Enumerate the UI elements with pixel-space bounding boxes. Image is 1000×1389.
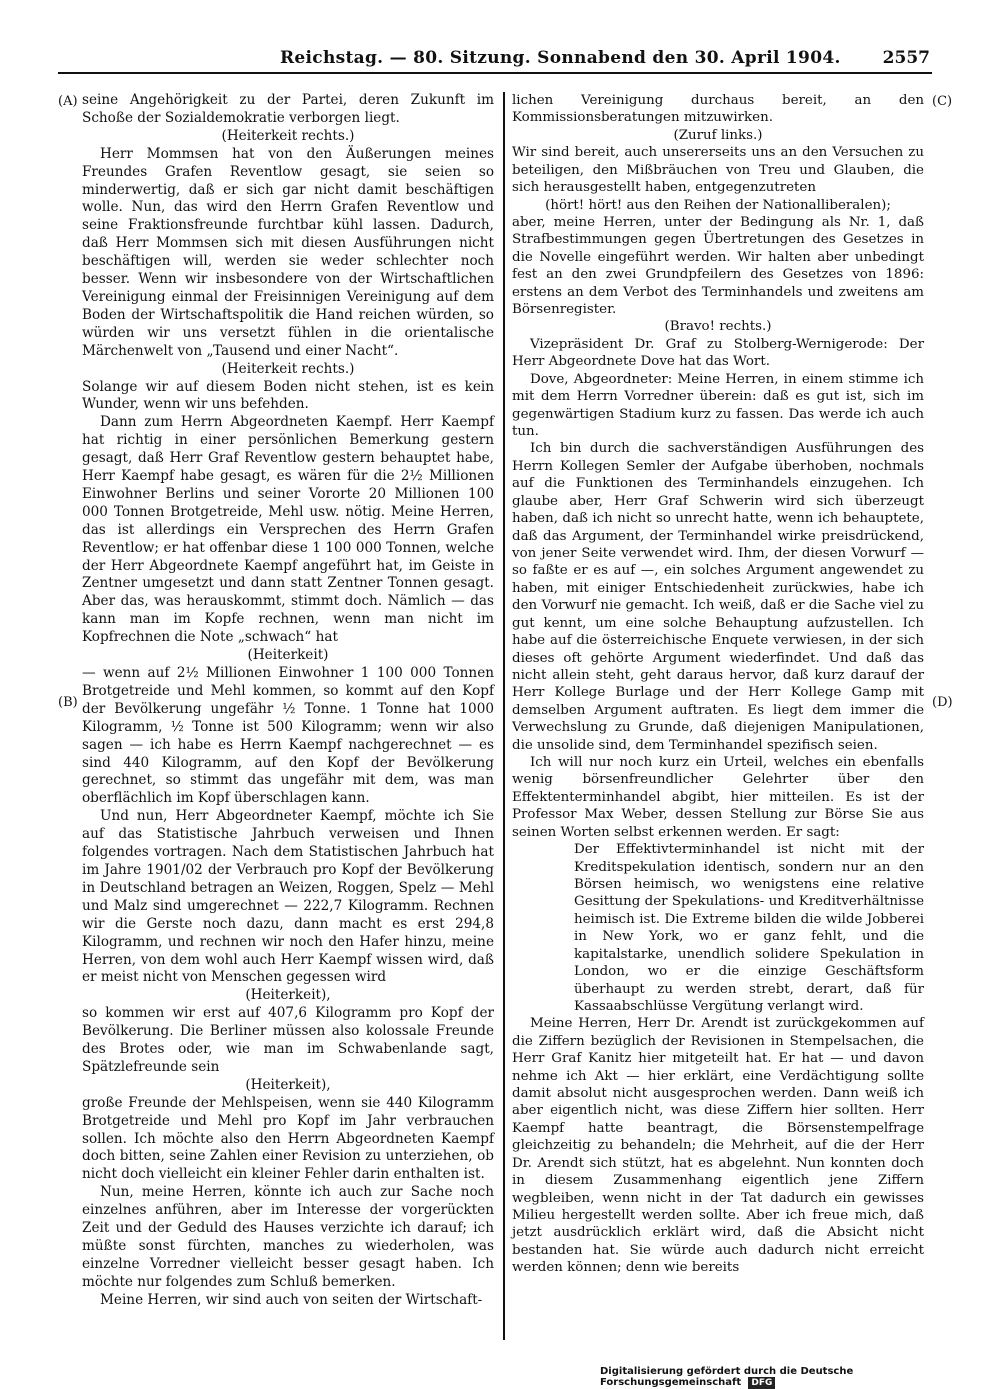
page-number: 2557 bbox=[882, 48, 930, 68]
paragraph: Ich will nur noch kurz ein Urteil, welches ein ebenfalls wenig börsenfreundlicher Gelehrter über den Effektenterminhandel abgibt, hier mitteilen. Es ist der Professor Max Weber, dessen Stellung zur Börse Sie aus seinen Worten selbst erkennen werden. Er sagt: bbox=[512, 755, 924, 840]
interjection: (Zuruf links.) bbox=[673, 127, 763, 143]
footer-text: Digitalisierung gefördert durch die Deutsche Forschungsgemeinschaft bbox=[600, 1366, 854, 1388]
paragraph: so kommen wir erst auf 407,6 Kilogramm pro Kopf der Bevölkerung. Die Berliner müssen also kolossale Freunde des Brotes oder, wie man im Schwabenlande sagt, Spätzlefreunde sein bbox=[82, 1005, 494, 1075]
paragraph: Nun, meine Herren, könnte ich auch zur Sache noch einzelnes anführen, aber im Interesse der vorgerückten Zeit und der Geduld des Hauses verzichte ich darauf; ich müßte sonst fürchten, manches zu wiederholen, was einzelne Vorredner vielleicht besser gesagt haben. Ich möchte nur folgendes zum Schluß bemerken. bbox=[82, 1184, 494, 1290]
paragraph: große Freunde der Mehlspeisen, wenn sie 440 Kilogramm Brotgetreide und Mehl pro Kopf im Jahr verbrauchen sollen. Ich möchte also den Herrn Abgeordneten Kaempf doch bitten, seine Zahlen einer Revision zu unterziehen, ob nicht doch vielleicht ein kleiner Fehler darin enthalten ist. bbox=[82, 1094, 494, 1183]
header-title: Reichstag. — 80. Sitzung. Sonnabend den 30. April 1904. bbox=[280, 48, 841, 68]
margin-marker-c: (C) bbox=[932, 94, 953, 109]
margin-marker-a: (A) bbox=[58, 94, 78, 109]
running-header bbox=[60, 48, 930, 72]
paragraph: seine Angehörigkeit zu der Partei, deren Zukunft im Schoße der Sozialdemokratie verborgen liegt. bbox=[82, 92, 494, 126]
paragraph: Der Effektivterminhandel ist nicht mit der Kreditspekulation identisch, sondern nur an den Börsen heimisch, wo wenigstens eine relative Gesittung der Spekulations- und Kreditverhältnisse heimisch ist. Die Extreme bilden die wilde Jobberei in New York, wo er ganz fehlt, und die kapitalstarke, unendlich solidere Spekulation in London, wo er die einzige Geschäftsform überhaupt zu werden strebt, derart, daß für Kassaabschlüsse Vergütung verlangt wird. bbox=[574, 842, 924, 1014]
dfg-logo: DFG bbox=[748, 1377, 775, 1389]
paragraph: Und nun, Herr Abgeordneter Kaempf, möchte ich Sie auf das Statistische Jahrbuch verweisen und Ihnen folgendes vortragen. Nach dem Statistischen Jahrbuch hat im Jahre 1901/02 der Verbrauch pro Kopf der Bevölkerung in Deutschland betragen an Weizen, Roggen, Spelz — Mehl und Malz sind umgerechnet — 222,7 Kilogramm. Rechnen wir die Gerste noch dazu, dann macht es erst 294,8 Kilogramm, und rechnen wir noch den Hafer hinzu, meine Herren, von dem wohl auch Herr Kaempf wissen wird, daß er meist nicht von Menschen gegessen wird bbox=[82, 808, 494, 986]
interjection: (Heiterkeit rechts.) bbox=[221, 127, 355, 144]
right-column bbox=[512, 92, 924, 1277]
interjection: (Heiterkeit), bbox=[245, 1076, 331, 1093]
paragraph: lichen Vereinigung durchaus bereit, an den Kommissionsberatungen mitzuwirken. bbox=[512, 93, 924, 126]
left-column bbox=[82, 92, 494, 1310]
paragraph: Solange wir auf diesem Boden nicht stehen, ist es kein Wunder, wenn wir uns befehden. bbox=[82, 378, 494, 413]
paragraph: Herr Mommsen hat von den Äußerungen meines Freundes Grafen Reventlow gesagt, sie seien so minderwertig, daß er sich gar nicht damit beschäftigen wolle. Nun, das wird den Herrn Grafen Reventlow und seine Fraktionsfreunde furchtbar kühl lassen. Dadurch, daß Herr Mommsen sich mit diesen Ausführungen nicht beschäftigen will, werden sie weder schlechter noch besser. Wenn wir insbesondere von der Wirtschaftlichen Vereinigung einmal der Freisinnigen Vereinigung auf dem Boden der Wirtschaftspolitik die Hand reichen würden, so würden wir uns versetzt fühlen in die orientalische Märchenwelt von „Tausend und einer Nacht“. bbox=[82, 145, 494, 359]
footer bbox=[600, 1366, 980, 1389]
paragraph: — wenn auf 2½ Millionen Einwohner 1 100 000 Tonnen Brotgetreide und Mehl kommen, so kommt auf den Kopf der Bevölkerung ungefähr ½ Tonne. 1 Tonne hat 1000 Kilogramm, ½ Tonne ist 500 Kilogramm; wenn wir also sagen — ich habe es Herrn Kaempf nachgerechnet — es sind 440 Kilogramm, auf den Kopf der Bevölkerung gerechnet, so stimmt das ungefähr mit dem, was man oberflächlich im Kopf überschlagen kann. bbox=[82, 665, 494, 807]
margin-marker-b: (B) bbox=[58, 695, 78, 710]
interjection: (hört! hört! aus den Reihen der Nationalliberalen); bbox=[545, 197, 891, 213]
paragraph: Dann zum Herrn Abgeordneten Kaempf. Herr Kaempf hat richtig in einer persönlichen Bemerkung gestern gesagt, daß Herr Graf Reventlow gestern behauptet habe, Herr Kaempf habe gesagt, es wären für die 2½ Millionen Einwohner Berlins und seiner Vororte 20 Millionen 100 000 Tonnen Brotgetreide, Mehl usw. nötig. Meine Herren, das ist allerdings ein Versprechen des Herrn Grafen Reventlow; er hat offenbar diese 1 100 000 Tonnen, welche der Herr Abgeordnete Kaempf angeführt hat, im Geiste in Zentner umgesetzt und dann statt Zentner Tonnen gesagt. Aber das, was herauskommt, stimmt doch. Nämlich — das kann man im Kopfe rechnen, wenn man nicht im Kopfrechnen die Note „schwach“ hat bbox=[82, 414, 494, 646]
header-rule bbox=[58, 72, 932, 74]
paragraph: Ich bin durch die sachverständigen Ausführungen des Herrn Kollegen Semler der Aufgabe überhoben, nochmals auf die Funktionen des Terminhandels einzugehen. Ich glaube aber, Herr Graf Schwerin wird sich überzeugt haben, daß ich nicht so unrecht hatte, wenn ich behauptete, daß das Argument, der Terminhandel wirke preisdrückend, von jener Seite verwendet wird. Ihm, der diesen Vorwurf — so faßte er es auf —, ein solches Argument angewendet zu haben, mit einiger Entschiedenheit zurückwies, habe ich den Vorwurf nie gemacht. Ich weiß, daß er die Sache viel zu gut kennt, um eine solche Behauptung aufzustellen. Ich habe auf die österreichische Enquete verwiesen, in der sich dieses oft gehörte Argument wiederfindet. Und daß das nicht allein steht, geht daraus hervor, daß kurz darauf der Herr Kollege Burlage und der Herr Kollege Gamp mit demselben Argument auftraten. Es liegt dem immer die Verwechslung zu Grunde, daß diejenigen Manipulationen, die unsolide sind, dem Terminhandel spezifisch seien. bbox=[512, 441, 924, 753]
column-divider bbox=[503, 92, 505, 1340]
paragraph: aber, meine Herren, unter der Bedingung als Nr. 1, daß Strafbestimmungen gegen Übertretungen des Gesetzes in die Novelle eingeführt werden. Wir halten aber unbedingt fest an den zwei Grundpfeilern des Gesetzes von 1896: erstens an dem Verbot des Terminhandels und zweitens am Börsenregister. bbox=[512, 214, 924, 318]
interjection: (Bravo! rechts.) bbox=[664, 319, 772, 335]
paragraph: Dove, Abgeordneter: Meine Herren, in einem stimme ich mit dem Herrn Vorredner überein: daß es gut ist, sich im gegenwärtigen Stadium kurz zu fassen. Das werde ich auch tun. bbox=[512, 371, 924, 440]
margin-marker-d: (D) bbox=[932, 695, 953, 710]
paragraph: Meine Herren, Herr Dr. Arendt ist zurückgekommen auf die Ziffern bezüglich der Revisionen in Stempelsachen, die Herr Graf Kanitz hier mitgeteilt hat. Er hat — und davon nehme ich Akt — hier erklärt, eine Verdächtigung sollte damit absolut nicht ausgesprochen werden. Dann weiß ich aber eigentlich nicht, was diese Ziffern hier sollten. Herr Kaempf hatte beantragt, die Börsenstempelfrage gleichzeitig zu behandeln; die Mehrheit, auf die der Herr Dr. Arendt sich stützt, hat es abgelehnt. Nun konnten doch in diesem Zusammenhang eigentlich jene Ziffern wegbleiben, wenn nicht in der Tat dadurch ein gewisses Milieu hergestellt werden sollte. Aber ich freue mich, daß jetzt ausdrücklich erklärt wird, daß die Absicht nicht bestanden hat. Sie würde auch dadurch nicht erreicht werden können; denn wie bereits bbox=[512, 1016, 924, 1276]
interjection: (Heiterkeit) bbox=[247, 647, 329, 664]
paragraph: Vizepräsident Dr. Graf zu Stolberg-Wernigerode: Der Herr Abgeordnete Dove hat das Wort. bbox=[512, 336, 924, 370]
paragraph: Wir sind bereit, auch unsererseits uns an den Versuchen zu beteiligen, den Mißbräuchen von Treu und Glauben, die sich herausgestellt haben, entgegenzutreten bbox=[512, 145, 924, 196]
paragraph: Meine Herren, wir sind auch von seiten der Wirtschaft- bbox=[100, 1291, 483, 1308]
interjection: (Heiterkeit rechts.) bbox=[221, 360, 355, 377]
interjection: (Heiterkeit), bbox=[245, 987, 331, 1004]
